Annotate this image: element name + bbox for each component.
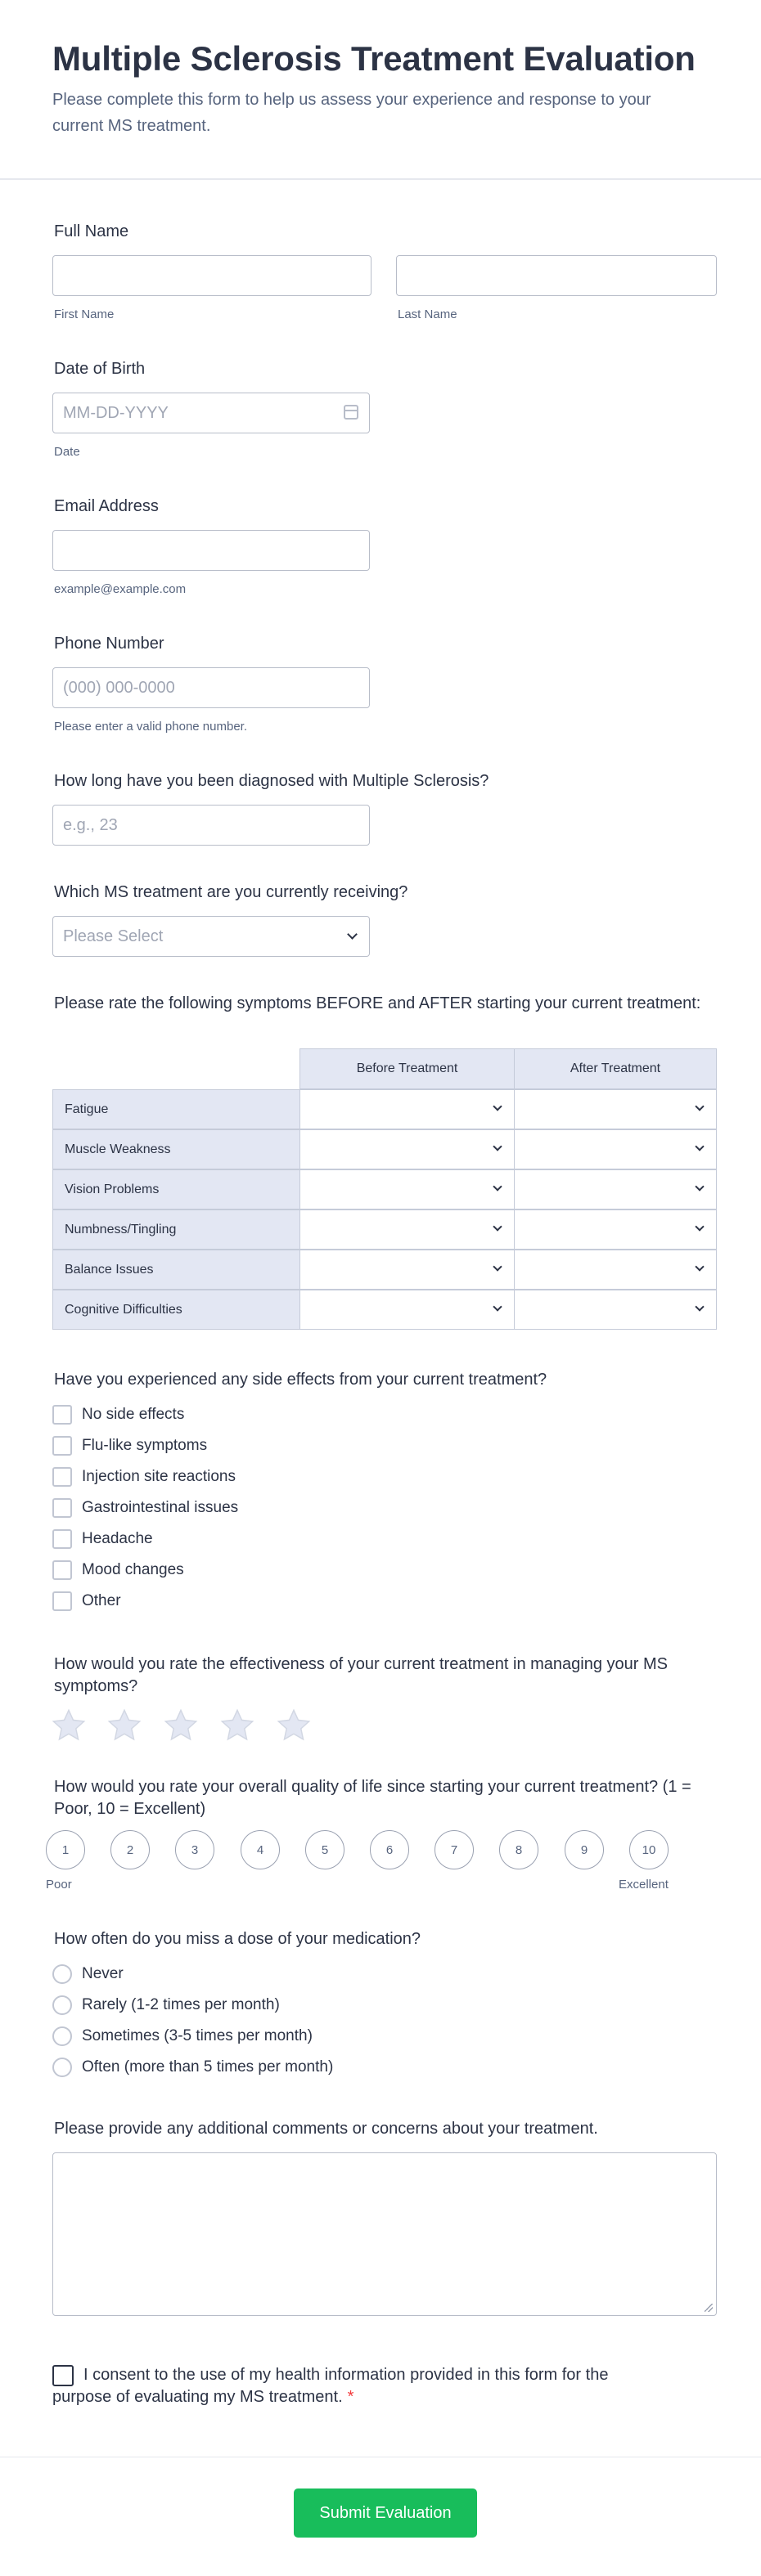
matrix-column-after: After Treatment xyxy=(514,1048,717,1089)
chevron-down-icon xyxy=(493,1102,502,1111)
comments-label: Please provide any additional comments or concerns about your treatment. xyxy=(54,2120,598,2138)
scale-option[interactable]: 10 xyxy=(629,1830,669,1869)
checkbox[interactable] xyxy=(52,1436,72,1456)
chevron-down-icon xyxy=(695,1182,704,1191)
balance-after-select[interactable] xyxy=(514,1250,717,1290)
scale-option[interactable]: 1 xyxy=(46,1830,85,1869)
matrix-row-label: Fatigue xyxy=(52,1089,300,1129)
page-description: Please complete this form to help us assess your experience and response to your current MS treatment. xyxy=(52,91,651,135)
scale-option[interactable]: 9 xyxy=(565,1830,604,1869)
side-effect-option[interactable]: No side effects xyxy=(52,1403,184,1426)
radio-button[interactable] xyxy=(52,2058,72,2077)
effectiveness-label: How would you rate the effectiveness of your current treatment in managing your MS symptoms? xyxy=(54,1655,669,1695)
side-effect-option[interactable]: Flu-like symptoms xyxy=(52,1434,207,1457)
side-effect-option[interactable]: Headache xyxy=(52,1528,153,1551)
checkbox[interactable] xyxy=(52,1467,72,1487)
chevron-down-icon xyxy=(347,929,358,940)
missed-dose-option[interactable]: Rarely (1-2 times per month) xyxy=(52,1994,280,2017)
fatigue-after-select[interactable] xyxy=(514,1089,717,1129)
numbness-before-select[interactable] xyxy=(299,1209,515,1250)
first-name-input[interactable] xyxy=(52,255,371,296)
star-icon[interactable] xyxy=(219,1708,255,1744)
treatment-select[interactable] xyxy=(52,916,370,957)
last-name-sublabel: Last Name xyxy=(398,307,457,321)
phone-input[interactable] xyxy=(52,667,370,708)
submit-button[interactable]: Submit Evaluation xyxy=(294,2488,477,2538)
checkbox[interactable] xyxy=(52,1405,72,1425)
treatment-select-value: Please Select xyxy=(63,927,164,945)
side-effect-option[interactable]: Other xyxy=(52,1590,121,1613)
matrix-row-label: Vision Problems xyxy=(52,1169,300,1209)
muscle-weakness-after-select[interactable] xyxy=(514,1129,717,1169)
page-title: Multiple Sclerosis Treatment Evaluation xyxy=(52,39,696,78)
muscle-weakness-before-select[interactable] xyxy=(299,1129,515,1169)
phone-label: Phone Number xyxy=(54,635,164,653)
dob-sublabel: Date xyxy=(54,445,80,459)
scale-option[interactable]: 4 xyxy=(241,1830,280,1869)
side-effects-label: Have you experienced any side effects from your current treatment? xyxy=(54,1371,547,1389)
email-input[interactable] xyxy=(52,530,370,571)
symptoms-label: Please rate the following symptoms BEFORE and AFTER starting your current treatment: xyxy=(54,994,701,1012)
scale-high-label: Excellent xyxy=(619,1878,669,1892)
numbness-after-select[interactable] xyxy=(514,1209,717,1250)
balance-before-select[interactable] xyxy=(299,1250,515,1290)
email-label: Email Address xyxy=(54,497,159,515)
star-icon[interactable] xyxy=(106,1708,142,1744)
full-name-label: Full Name xyxy=(54,222,129,240)
matrix-row-label: Numbness/Tingling xyxy=(52,1209,300,1250)
chevron-down-icon xyxy=(493,1302,502,1311)
missed-dose-label: How often do you miss a dose of your medication? xyxy=(54,1930,421,1948)
scale-option[interactable]: 7 xyxy=(435,1830,474,1869)
matrix-column-before: Before Treatment xyxy=(299,1048,515,1089)
treatment-label: Which MS treatment are you currently receiving? xyxy=(54,883,408,901)
consent-label: I consent to the use of my health information provided in this form for the purpose of evaluating my MS treatment. * xyxy=(52,2366,609,2406)
matrix-row-label: Cognitive Difficulties xyxy=(52,1290,300,1330)
cognitive-before-select[interactable] xyxy=(299,1290,515,1330)
vision-problems-before-select[interactable] xyxy=(299,1169,515,1209)
matrix-row-label: Balance Issues xyxy=(52,1250,300,1290)
missed-dose-option[interactable]: Often (more than 5 times per month) xyxy=(52,2056,333,2079)
missed-dose-option[interactable]: Never xyxy=(52,1963,124,1986)
required-mark: * xyxy=(347,2388,354,2406)
scale-option[interactable]: 8 xyxy=(499,1830,538,1869)
checkbox[interactable] xyxy=(52,1529,72,1549)
chevron-down-icon xyxy=(695,1262,704,1271)
quality-label: How would you rate your overall quality of life since starting your current treatment? (1 = Poor, 10 = Excellent) xyxy=(54,1778,691,1818)
scale-low-label: Poor xyxy=(46,1878,72,1892)
vision-problems-after-select[interactable] xyxy=(514,1169,717,1209)
diagnosed-input[interactable] xyxy=(52,805,370,846)
star-icon[interactable] xyxy=(51,1708,87,1744)
calendar-icon[interactable] xyxy=(344,405,358,420)
radio-button[interactable] xyxy=(52,2026,72,2046)
chevron-down-icon xyxy=(493,1142,502,1151)
missed-dose-option[interactable]: Sometimes (3-5 times per month) xyxy=(52,2025,313,2048)
chevron-down-icon xyxy=(695,1102,704,1111)
chevron-down-icon xyxy=(493,1182,502,1191)
fatigue-before-select[interactable] xyxy=(299,1089,515,1129)
last-name-input[interactable] xyxy=(396,255,717,296)
radio-button[interactable] xyxy=(52,1964,72,1984)
first-name-sublabel: First Name xyxy=(54,307,115,321)
side-effect-option[interactable]: Gastrointestinal issues xyxy=(52,1497,238,1519)
side-effect-option[interactable]: Mood changes xyxy=(52,1559,184,1582)
cognitive-after-select[interactable] xyxy=(514,1290,717,1330)
phone-sublabel: Please enter a valid phone number. xyxy=(54,720,247,734)
chevron-down-icon xyxy=(695,1142,704,1151)
star-icon[interactable] xyxy=(276,1708,312,1744)
side-effect-option[interactable]: Injection site reactions xyxy=(52,1465,236,1488)
checkbox[interactable] xyxy=(52,1591,72,1611)
dob-field xyxy=(52,393,370,433)
chevron-down-icon xyxy=(695,1302,704,1311)
matrix-row-label: Muscle Weakness xyxy=(52,1129,300,1169)
chevron-down-icon xyxy=(695,1222,704,1231)
checkbox[interactable] xyxy=(52,1498,72,1518)
resize-handle-icon[interactable] xyxy=(705,2304,713,2312)
chevron-down-icon xyxy=(493,1262,502,1271)
diagnosed-label: How long have you been diagnosed with Multiple Sclerosis? xyxy=(54,772,489,790)
dob-input[interactable] xyxy=(52,393,370,433)
scale-option[interactable]: 5 xyxy=(305,1830,344,1869)
dob-label: Date of Birth xyxy=(54,360,146,378)
email-sublabel: example@example.com xyxy=(54,582,187,596)
scale-option[interactable]: 6 xyxy=(370,1830,409,1869)
chevron-down-icon xyxy=(493,1222,502,1231)
comments-textarea[interactable] xyxy=(52,2152,717,2316)
form-header xyxy=(0,0,761,180)
scale-option[interactable]: 3 xyxy=(175,1830,214,1869)
scale-option[interactable]: 2 xyxy=(110,1830,150,1869)
radio-button[interactable] xyxy=(52,1995,72,2015)
star-icon[interactable] xyxy=(163,1708,199,1744)
checkbox[interactable] xyxy=(52,1560,72,1580)
